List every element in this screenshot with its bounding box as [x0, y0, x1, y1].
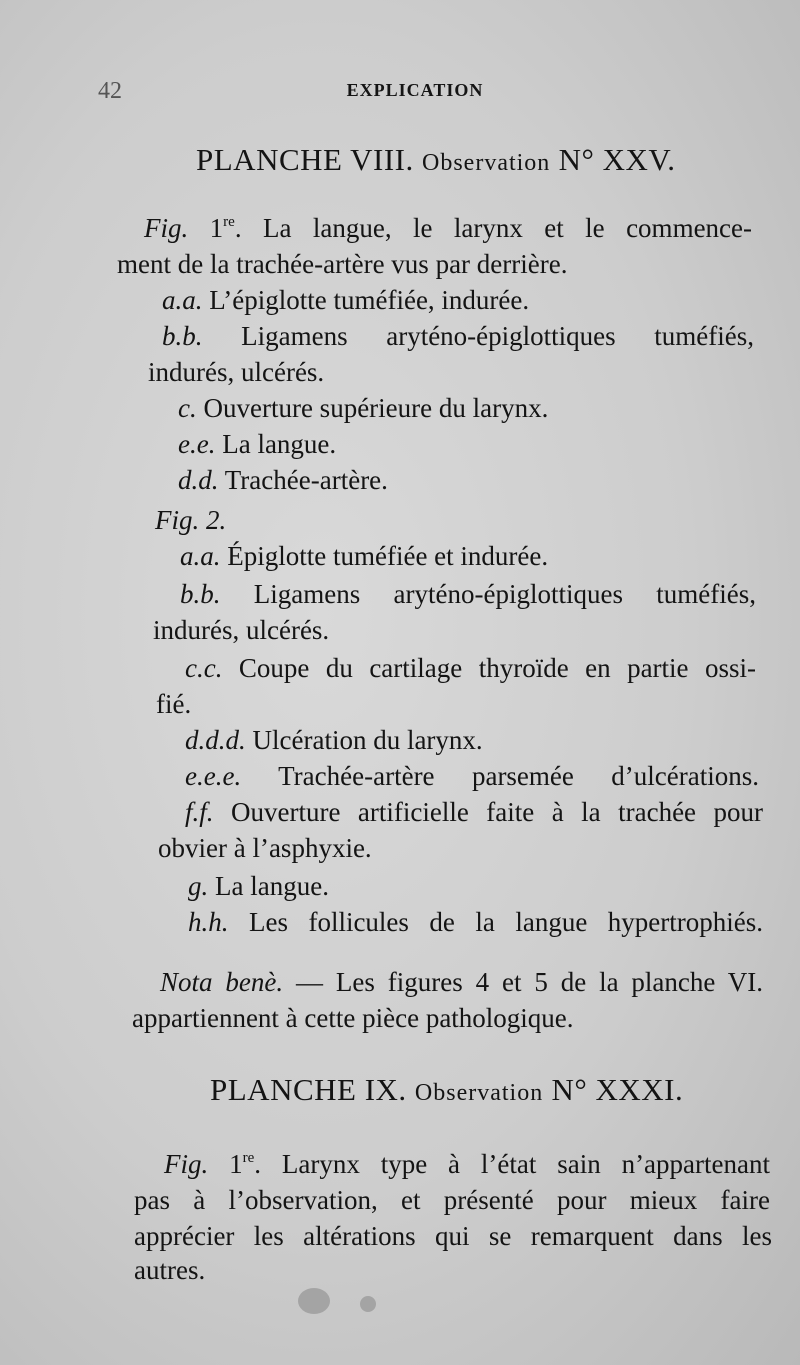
item-text: Ligamens aryténo-épiglottiques tuméfiés,: [241, 321, 754, 351]
plate-8-observation-label: Observation: [422, 150, 551, 176]
fig2-item-cc-cont: fié.: [156, 689, 192, 719]
item-text: Ligamens aryténo-épiglottiques tuméfiés,: [253, 579, 756, 609]
fig2-item-cc: [185, 650, 756, 686]
fig1-text-2: ment de la trachée-artère vus par derrière.: [117, 249, 568, 279]
fig2-item-ddd: [185, 722, 483, 758]
fig2-item-bb-cont: indurés, ulcérés.: [153, 615, 330, 645]
plate9-fig1-text-1: . Larynx type à l’état sain n’appartenant: [254, 1149, 770, 1179]
nota-bene-line: [160, 964, 763, 1000]
plate-9-title: PLANCHE IX.: [210, 1072, 407, 1107]
fig2-item-hh: [188, 904, 763, 940]
item-key: e.e.: [178, 429, 216, 459]
plate-8-heading: [196, 142, 676, 178]
item-key: d.d.d.: [185, 725, 246, 755]
plate9-fig1-text-4: autres.: [134, 1255, 206, 1285]
fig1-item-aa: [162, 282, 529, 318]
item-key: c.: [178, 393, 197, 423]
item-key: c.c.: [185, 653, 223, 683]
fig2-label: Fig. 2.: [155, 505, 227, 535]
item-key: g.: [188, 871, 209, 901]
fig1-item-ee: [178, 426, 336, 462]
plate-9-observation-label: Observation: [414, 1080, 544, 1106]
fig1-item-bb: [162, 318, 754, 354]
fig1-item-bb-cont: indurés, ulcérés.: [148, 357, 325, 387]
item-text: Les follicules de la langue hypertrophiés.: [248, 907, 763, 937]
item-key: e.e.e.: [185, 761, 242, 791]
plate9-fig1-text-3: apprécier les altérations qui se remarquent dans les: [134, 1221, 772, 1251]
item-text: La langue.: [222, 429, 337, 459]
item-text: Ulcération du larynx.: [252, 725, 483, 755]
item-text: Coupe du cartilage thyroïde en partie ossi-: [238, 653, 756, 683]
fig2-item-eee: [185, 758, 759, 794]
ink-blot: [360, 1296, 376, 1312]
plate-8-title: PLANCHE VIII.: [196, 142, 414, 177]
plate9-fig1-text-2: pas à l’observation, et présenté pour mieux faire: [134, 1185, 770, 1215]
fig1-item-dd: [178, 462, 388, 498]
ink-blot: [298, 1288, 330, 1314]
page-number: 42: [98, 78, 122, 104]
item-text: Épiglotte tuméfiée et indurée.: [227, 541, 549, 571]
item-text: La langue.: [215, 871, 329, 901]
plate9-fig1-label: Fig.: [164, 1149, 209, 1179]
fig1-sup: re: [223, 214, 235, 230]
plate9-fig1-intro-line: [164, 1146, 770, 1182]
plate-9-observation-number: N° XXXI.: [551, 1072, 684, 1107]
plate9-fig1-number: 1: [229, 1149, 243, 1179]
fig1-item-c: [178, 390, 548, 426]
item-text: Trachée-artère.: [224, 465, 388, 495]
running-head: EXPLICATION: [346, 80, 484, 100]
fig1-text-1: . La langue, le larynx et le commence-: [234, 213, 753, 243]
nota-bene-text-1: — Les figures 4 et 5 de la planche VI.: [296, 967, 764, 997]
fig2-item-bb: [180, 576, 756, 612]
item-text: L’épiglotte tuméfiée, indurée.: [209, 285, 530, 315]
item-key: b.b.: [180, 579, 221, 609]
fig2-item-aa: [180, 538, 548, 574]
fig2-item-g: [188, 868, 329, 904]
item-text: Ouverture artificielle faite à la trachée pour: [230, 797, 763, 827]
item-key: a.a.: [180, 541, 221, 571]
fig1-label: Fig.: [144, 213, 189, 243]
item-key: d.d.: [178, 465, 219, 495]
plate-9-heading: [210, 1072, 683, 1108]
item-text: Ouverture supérieure du larynx.: [203, 393, 549, 423]
fig1-number: 1: [209, 213, 224, 243]
item-key: b.b.: [162, 321, 203, 351]
item-text: Trachée-artère parsemée d’ulcérations.: [278, 761, 760, 791]
item-key: a.a.: [162, 285, 203, 315]
nota-bene-text-2: appartiennent à cette pièce pathologique.: [132, 1003, 574, 1033]
plate-8-observation-number: N° XXV.: [558, 142, 676, 177]
item-key: h.h.: [188, 907, 229, 937]
plate9-fig1-sup: re: [242, 1150, 255, 1166]
fig2-item-ff-cont: obvier à l’asphyxie.: [158, 833, 372, 863]
fig2-item-ff: [185, 794, 763, 830]
item-key: f.f.: [185, 797, 214, 827]
nota-bene-label: Nota benè.: [160, 967, 284, 997]
fig1-intro-line: [144, 210, 752, 246]
